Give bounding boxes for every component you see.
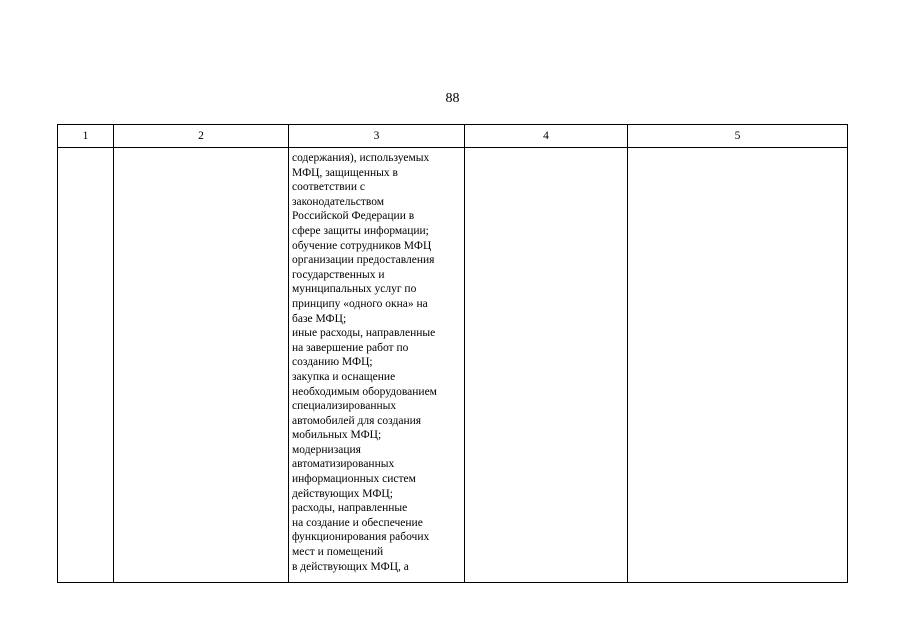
column-header-1: 1	[58, 125, 114, 148]
text-line: содержания), используемых	[292, 152, 430, 164]
text-line: муниципальных услуг по	[292, 283, 417, 296]
text-line: иные расходы, направленные	[292, 327, 436, 340]
column-header-2: 2	[114, 125, 289, 148]
text-line: закупка и оснащение	[292, 370, 396, 383]
text-line: действующих МФЦ;	[292, 487, 393, 500]
text-line: МФЦ, защищенных в	[292, 166, 398, 179]
text-line: мест и помещений	[292, 546, 384, 559]
text-line: необходимым оборудованием	[292, 385, 437, 398]
table-row	[58, 148, 848, 583]
text-line: Российской Федерации в	[292, 210, 415, 223]
column-header-4: 4	[465, 125, 628, 148]
text-line: на создание и обеспечение	[292, 516, 423, 529]
text-line: сфере защиты информации;	[292, 224, 429, 237]
document-table	[57, 124, 848, 583]
text-line: автоматизированных	[292, 458, 395, 471]
text-line: в действующих МФЦ, а	[292, 560, 409, 573]
text-line: организации предоставления	[292, 254, 435, 267]
text-line: законодательством	[292, 195, 385, 208]
table-header-row	[58, 125, 848, 148]
text-line: модернизация	[292, 443, 361, 456]
cell-col-3	[289, 148, 465, 583]
column-header-5: 5	[628, 125, 848, 148]
text-line: специализированных	[292, 400, 397, 413]
text-line: соответствии с	[292, 181, 365, 194]
text-line: мобильных МФЦ;	[292, 429, 382, 442]
cell-col-2	[114, 148, 289, 583]
text-line: базе МФЦ;	[292, 312, 347, 325]
text-line: на завершение работ по	[292, 341, 409, 354]
text-line: автомобилей для создания	[292, 414, 422, 427]
text-line: расходы, направленные	[292, 502, 408, 515]
text-line: функционирования рабочих	[292, 531, 430, 544]
cell-col-3-text	[289, 148, 464, 574]
text-line: обучение сотрудников МФЦ	[292, 239, 432, 252]
text-line: государственных и	[292, 268, 385, 281]
cell-col-4	[465, 148, 628, 583]
text-line: принципу «одного окна» на	[292, 297, 428, 310]
page-number: 88	[445, 91, 460, 106]
text-line: созданию МФЦ;	[292, 356, 373, 369]
cell-col-5	[628, 148, 848, 583]
text-line: информационных систем	[292, 473, 416, 486]
column-header-3: 3	[289, 125, 465, 148]
cell-col-1	[58, 148, 114, 583]
